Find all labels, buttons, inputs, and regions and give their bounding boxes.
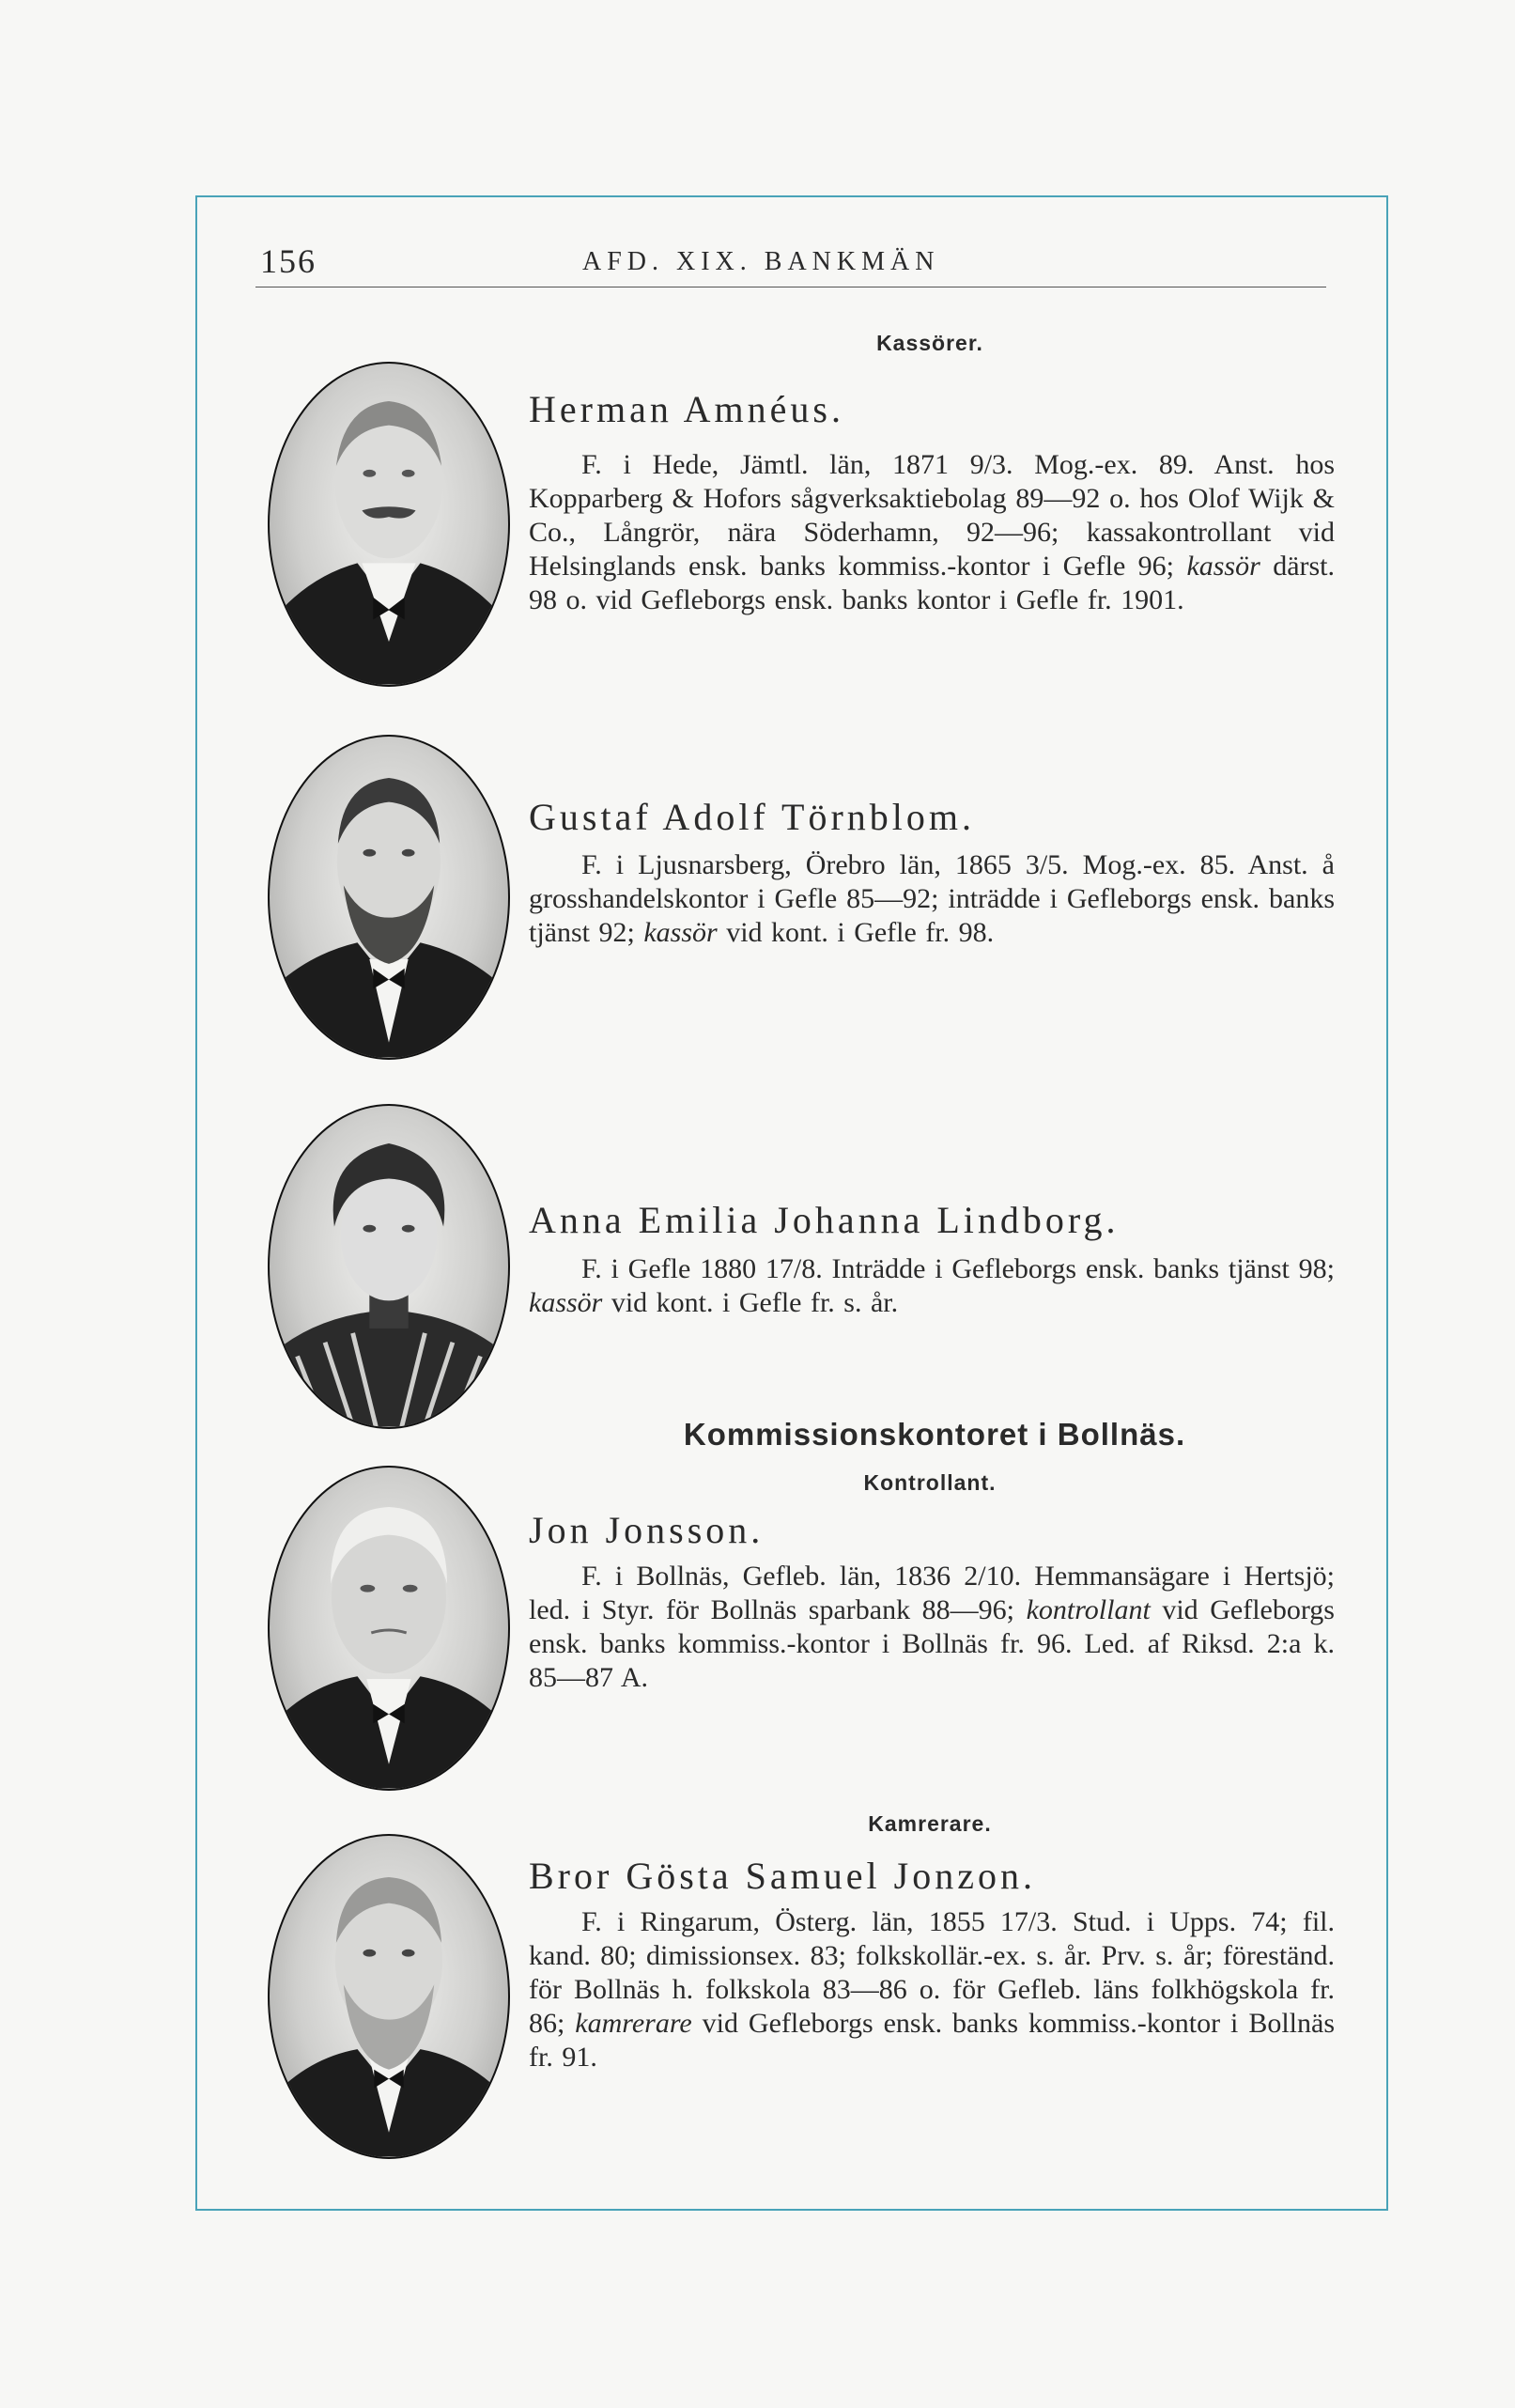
bio-text: vid Gefleborgs ensk. banks kommiss.-kontor i Bollnäs fr. 96. Led. af Riksd. 2:a k. 85—87 A. [529,1594,1335,1693]
section-heading-kommissionskontoret: Kommissionskontoret i Bollnäs. [683,1417,1186,1452]
bio-role-italic: kamrerare [575,2008,692,2039]
bio-text: F. i Gefle 1880 17/8. Inträdde i Gefleborgs ensk. banks tjänst 98; [581,1253,1335,1284]
bio-text: F. i Bollnäs, Gefleb. län, 1836 2/10. Hemmansägare i Hertsjö; led. i Styr. för Bollnäs sparbank 88—96; [529,1561,1335,1625]
bio-text: vid kont. i Gefle fr. 98. [726,917,995,948]
section-heading-kontrollant: Kontrollant. [863,1470,997,1495]
bio-text: vid kont. i Gefle fr. s. år. [611,1287,899,1318]
bio-role-italic: kontrollant [1026,1594,1151,1625]
entry-name-herman-amneus: Herman Amnéus. [529,388,844,430]
portrait-photo-anna-emilia-johanna-lindborg [268,1104,510,1429]
entry-bio-bror-gosta-samuel-jonzon [529,1905,1335,2074]
bio-text: vid Gefleborgs ensk. banks kommiss.-kontor i Bollnäs fr. 91. [529,2008,1335,2073]
bio-role-italic: kassör [529,1287,603,1318]
entry-name-anna-emilia-johanna-lindborg: Anna Emilia Johanna Lindborg. [529,1199,1120,1241]
section-heading-kamrerare: Kamrerare. [868,1811,992,1836]
entry-name-gustaf-adolf-tornblom: Gustaf Adolf Törnblom. [529,796,976,838]
entry-bio-anna-emilia-johanna-lindborg [529,1252,1335,1320]
entry-name-bror-gosta-samuel-jonzon: Bror Gösta Samuel Jonzon. [529,1855,1036,1897]
bio-text: F. i Ringarum, Österg. län, 1855 17/3. Stud. i Upps. 74; fil. kand. 80; dimissionsex. 83; folkskollär.-ex. s. år. Prv. s. år; föreständ. för Bollnäs h. folkskola 83—86 o. för Gefleb. läns folkhögskola fr. 86; [529,1906,1335,2039]
entry-bio-herman-amneus [529,448,1335,617]
bio-role-italic: kassör [1186,551,1260,582]
entry-bio-gustaf-adolf-tornblom [529,848,1335,950]
portrait-photo-jon-jonsson [268,1466,510,1791]
portrait-photo-herman-amneus [268,362,510,687]
bio-text: F. i Hede, Jämtl. län, 1871 9/3. Mog.-ex. 89. Anst. hos Kopparberg & Hofors sågverksaktiebolag 89—92 o. hos Olof Wijk & Co., Långrör, nära Söderhamn, 92—96; kassakontrollant vid Helsinglands ensk. banks kommiss.-kontor i Gefle 96; [529,449,1335,582]
page-number: 156 [260,242,317,280]
section-heading-kassorer: Kassörer. [876,331,983,355]
entry-name-jon-jonsson: Jon Jonsson. [529,1509,765,1551]
bio-text: därst. 98 o. vid Gefleborgs ensk. banks kontor i Gefle fr. 1901. [529,551,1336,615]
bio-role-italic: kassör [643,917,718,948]
portrait-photo-bror-gosta-samuel-jonzon [268,1834,510,2159]
entry-bio-jon-jonsson [529,1560,1335,1695]
portrait-photo-gustaf-adolf-tornblom [268,735,510,1060]
page-header [255,240,1326,287]
bio-text: F. i Ljusnarsberg, Örebro län, 1865 3/5. Mog.-ex. 85. Anst. å grosshandelskontor i Gefle 85—92; inträdde i Gefleborgs ensk. banks tjänst 92; [529,849,1335,948]
running-title: AFD. XIX. BANKMÄN [582,247,940,276]
